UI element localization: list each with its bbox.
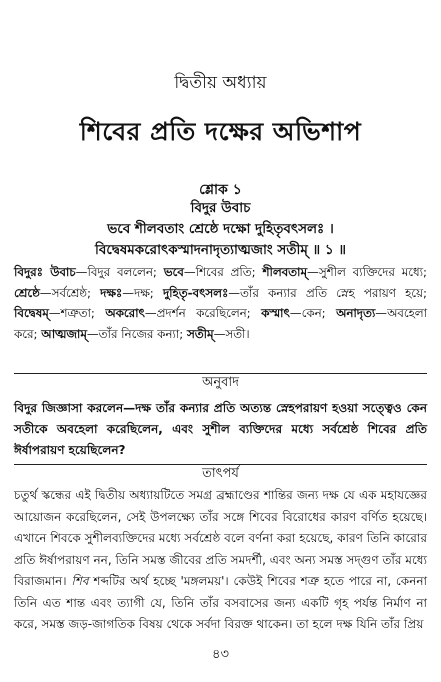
- word-meaning: —সুশীল ব্যক্তিদের মধ্যে;: [307, 265, 427, 279]
- purport-text: [14, 485, 427, 636]
- chapter-title: শিবের প্রতি দক্ষের অভিশাপ: [79, 117, 362, 146]
- verse-number: শ্লোক ১: [199, 182, 242, 198]
- word-term: দুহিতৃ-বৎসলঃ: [162, 285, 229, 300]
- word-meaning: —তাঁর নিজের কন্যা;: [86, 326, 187, 341]
- word-meaning: —দক্ষ;: [122, 285, 163, 300]
- verse-line: ভবে শীলবতাং শ্রেষ্ঠে দক্ষো দুহিতৃবৎসলঃ ।: [107, 221, 334, 237]
- word-term: অকরোৎ: [105, 306, 145, 320]
- translation-heading: অনুবাদ: [202, 375, 239, 390]
- word-meanings: [14, 262, 427, 344]
- purport-heading: তাৎপর্য: [202, 466, 239, 481]
- word-meaning: —সর্বশ্রেষ্ঠ;: [39, 285, 101, 300]
- word-term: অনাদৃত্য: [336, 306, 376, 320]
- word-term: সতীম্: [187, 326, 214, 341]
- word-term: দক্ষঃ: [100, 285, 123, 300]
- word-meaning: —বিদুর বললেন;: [75, 265, 164, 279]
- word-meaning: —তাঁর কন্যার প্রতি স্নেহ পরায়ণ হয়ে;: [228, 285, 427, 300]
- purport-segment: চতুর্থ স্কন্ধের এই দ্বিতীয় অধ্যায়টিতে সমগ্র ব্রহ্মাণ্ডের শান্তির জন্য দক্ষ যে এক মহাযজ্ঞের আয়োজন করেছিলেন, সেই উপলক্ষ্যে তাঁর সঙ্গে শিবের বিরোধের কারণ বর্ণিত হয়েছে। এখানে শিবকে সুশীলব্যক্তিদের মধ্যে সর্বশ্রেষ্ঠ বলে বর্ণনা করা হয়েছে, কারণ তিনি কারোর প্রতি ঈর্ষাপরায়ণ নন, তিনি সমস্ত জীবের প্রতি সমদর্শী, এবং অন্য সমস্ত সদ্গুণ তাঁর মধ্যে বিরাজমান।: [14, 488, 427, 588]
- word-term: আত্মজাম্: [41, 326, 87, 341]
- chapter-heading: দ্বিতীয় অধ্যায়: [174, 73, 267, 93]
- word-meaning: —কেন;: [289, 306, 337, 320]
- translation-text: বিদুর জিজ্ঞাসা করলেন—দক্ষ তাঁর কন্যার প্রতি অত্যন্ত স্নেহপরায়ণ হওয়া সত্ত্বেও কেন সতীকে অবহেলা করেছিলেন, এবং সুশীল ব্যক্তিদের মধ্যে সর্বশ্রেষ্ঠ শিবের প্রতি ঈর্ষাপরায়ণ হয়েছিলেন?: [14, 401, 427, 457]
- word-meaning: —সতী।: [213, 326, 250, 341]
- verse-text: [14, 198, 427, 261]
- word-term: ভবে: [163, 265, 184, 279]
- word-meaning: —শিবের প্রতি;: [183, 265, 263, 279]
- word-term: শ্রেষ্ঠে: [14, 285, 40, 300]
- word-term: বিদ্বেষম্: [14, 306, 49, 320]
- word-term: কস্মাৎ: [261, 306, 290, 320]
- verse-line: বিদ্বেষমকরোৎকস্মাদনাদৃত্যাত্মজাং সতীম্ ॥ ১ ॥: [95, 242, 346, 258]
- page-number: ৪৩: [212, 647, 229, 662]
- word-meaning: —শত্রুতা;: [48, 306, 106, 320]
- purport-segment: শব্দটির অর্থ হচ্ছে 'মঙ্গলময়'। কেউই শিবের শত্রু হতে পারে না, কেননা তিনি এত শান্ত এবং ত্যাগী যে, তিনি তাঁর বসবাসের জন্য একটি গৃহ পর্যন্ত নির্মাণ না করে, সমস্ত জড়-জাগতিক বিষয় থেকে সর্বদা বিরক্ত থাকেন। তা হলে দক্ষ যিনি তাঁর প্রিয়: [14, 574, 428, 631]
- word-term: শীলবতাম্: [262, 265, 308, 279]
- word-term: বিদুরঃ উবাচ: [14, 265, 76, 279]
- purport-italic-term: শিব: [71, 574, 89, 588]
- word-meaning: —অবহেলা করে;: [14, 306, 427, 341]
- word-meaning: —প্রদর্শন করেছিলেন;: [144, 306, 262, 320]
- verse-line: বিদুর উবাচ: [190, 200, 251, 216]
